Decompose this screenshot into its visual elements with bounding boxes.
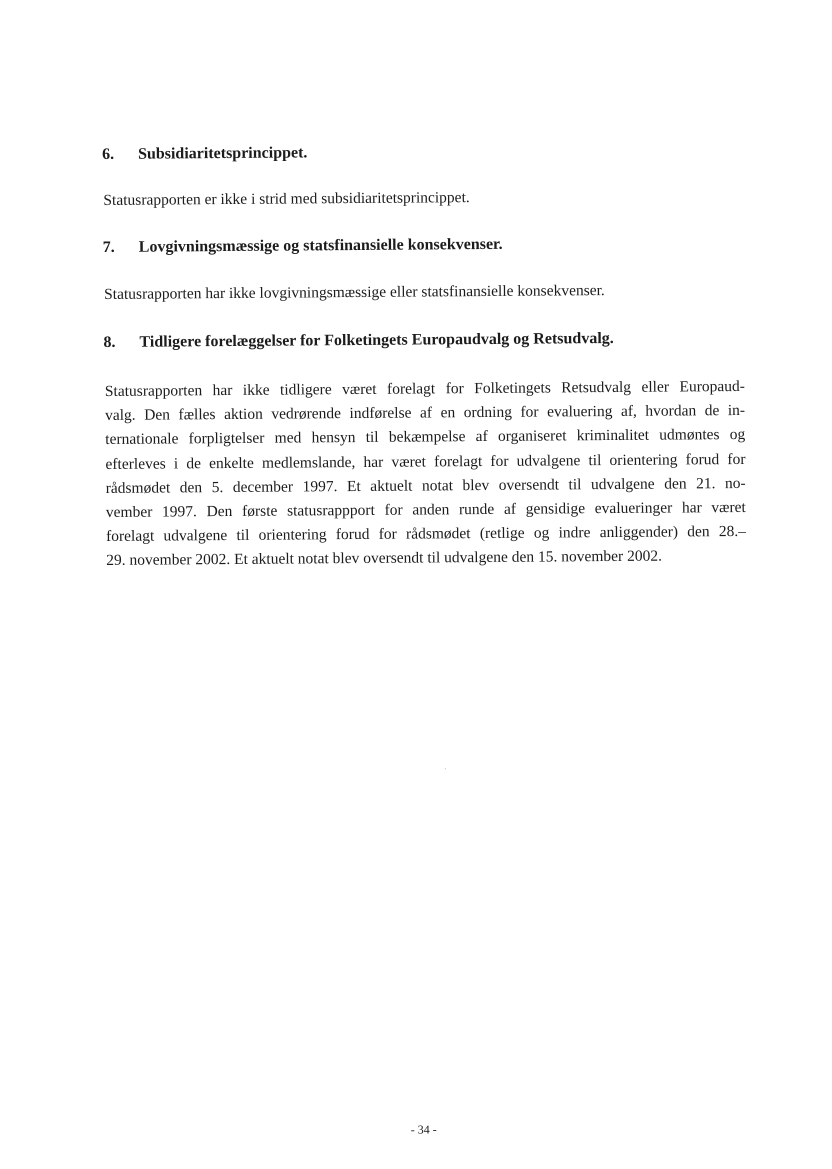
section-8-heading: [103, 330, 613, 352]
body-line: efterleves i de enkelte medlemslande, har været forelagt for udvalgene til orientering forud for: [105, 450, 746, 473]
section-title: Lovgivningsmæssige og statsfinansielle konsekvenser.: [138, 235, 503, 256]
section-number: 8.: [103, 333, 116, 351]
section-7-heading: [103, 236, 503, 257]
section-title: Subsidiaritetsprincippet.: [137, 144, 308, 163]
body-line: valg. Den fælles aktion vedrørende indførelse af en ordning for evaluering af, hvordan de in-: [105, 402, 746, 425]
page-number: - 34 -: [410, 1122, 437, 1137]
scan-speck: [445, 768, 446, 769]
body-line: rådsmødet den 5. december 1997. Et aktuelt notat blev oversendt til udvalgene den 21. no-: [105, 474, 746, 497]
section-6-body: Statusrapporten er ikke i strid med subsidiaritetsprincippet.: [103, 189, 470, 209]
body-line: ternationale forpligtelser med hensyn til bekæmpelse af organiseret kriminalitet udmøntes og: [105, 426, 746, 449]
body-line: Statusrapporten har ikke tidligere været forelagt for Folketingets Retsudvalg eller Europaud-: [104, 377, 745, 400]
body-line: vember 1997. Den første statusrappport for anden runde af gensidige evalueringer har været: [105, 498, 746, 521]
section-7-body: Statusrapporten har ikke lovgivningsmæssige eller statsfinansielle konsekvenser.: [104, 282, 605, 303]
section-number: 6.: [101, 145, 115, 163]
section-6-heading: [102, 144, 307, 164]
section-number: 7.: [102, 238, 115, 256]
body-line: 29. november 2002. Et aktuelt notat blev oversendt til udvalgene den 15. november 2002.: [106, 548, 662, 570]
section-8-body: [105, 375, 747, 574]
body-line: forelagt udvalgene til orientering forud for rådsmødet (retlige og indre anliggender) den 28.–: [105, 523, 747, 546]
section-title: Tidligere forelæggelser for Folketingets Europaudvalg og Retsudvalg.: [139, 329, 614, 351]
